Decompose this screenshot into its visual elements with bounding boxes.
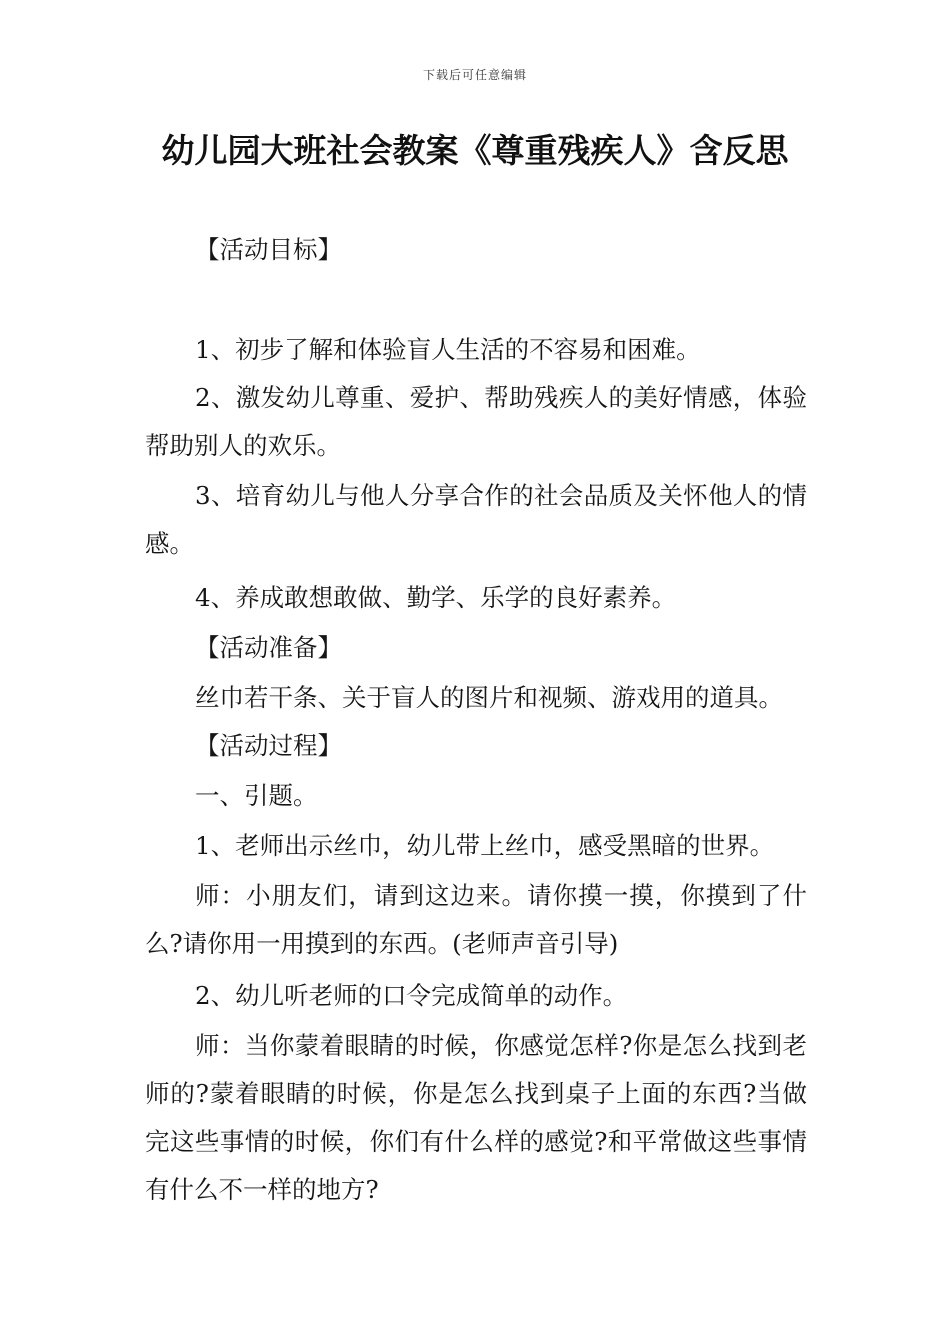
goals-heading: 【活动目标】 (195, 235, 342, 264)
goal-item-1: 1、初步了解和体验盲人生活的不容易和困难。 (195, 335, 701, 364)
teacher-dialogue-2: 师：当你蒙着眼睛的时候，你感觉怎样?你是怎么找到老师的?蒙着眼睛的时候，你是怎么找到桌子上面的东西?当做完这些事情的时候，你们有什么样的感觉?和平常做这些事情有什么不一样的地方? (145, 1031, 807, 1204)
header-note: 下载后可任意编辑 (422, 68, 527, 82)
goal-item-3: 3、培育幼儿与他人分享合作的社会品质及关怀他人的情感。 (145, 481, 807, 558)
prep-heading: 【活动准备】 (195, 633, 342, 662)
step-2: 2、幼儿听老师的口令完成简单的动作。 (195, 981, 628, 1010)
document-title: 幼儿园大班社会教案《尊重残疾人》含反思 (161, 131, 789, 170)
process-heading: 【活动过程】 (195, 731, 342, 760)
teacher-dialogue-1: 师：小朋友们，请到这边来。请你摸一摸，你摸到了什么?请你用一用摸到的东西。(老师声音引导) (145, 881, 807, 958)
step-intro: 一、引题。 (195, 781, 318, 810)
prep-text: 丝巾若干条、关于盲人的图片和视频、游戏用的道具。 (195, 683, 783, 712)
goal-item-4: 4、养成敢想敢做、勤学、乐学的良好素养。 (195, 583, 677, 612)
step-1: 1、老师出示丝巾，幼儿带上丝巾，感受黑暗的世界。 (195, 831, 775, 860)
goal-item-2: 2、激发幼儿尊重、爱护、帮助残疾人的美好情感，体验帮助别人的欢乐。 (145, 383, 807, 460)
